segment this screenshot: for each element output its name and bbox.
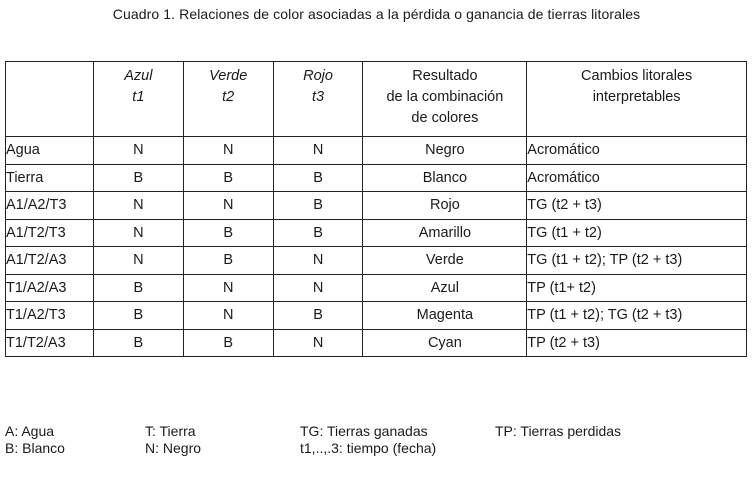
table-cell: N xyxy=(273,137,363,165)
table-cell: B xyxy=(93,274,183,302)
table-cell: A1/A2/T3 xyxy=(6,192,94,220)
table-row xyxy=(6,329,747,357)
table-cell: B xyxy=(183,329,273,357)
table-cell: TG (t2 + t3) xyxy=(527,192,747,220)
table-cell: Agua xyxy=(6,137,94,165)
legend-n: N: Negro xyxy=(145,440,202,456)
table-cell: B xyxy=(183,219,273,247)
table-cell: N xyxy=(93,137,183,165)
table-cell: Tierra xyxy=(6,164,94,192)
table-cell: B xyxy=(93,329,183,357)
table-cell: T1/A2/T3 xyxy=(6,302,94,330)
table-cell: N xyxy=(183,192,273,220)
table-cell: TG (t1 + t2); TP (t2 + t3) xyxy=(527,247,747,275)
legend-t123: t1,..,.3: tiempo (fecha) xyxy=(300,440,437,456)
table-cell: A1/T2/T3 xyxy=(6,219,94,247)
table-header-row xyxy=(6,62,747,137)
legend-tg: TG: Tierras ganadas xyxy=(300,423,428,439)
table-row xyxy=(6,247,747,275)
table-cell: TG (t1 + t2) xyxy=(527,219,747,247)
table-row xyxy=(6,219,747,247)
table-cell: N xyxy=(183,302,273,330)
table-row xyxy=(6,137,747,165)
table-cell: B xyxy=(93,164,183,192)
column-header-1 xyxy=(93,62,183,137)
table-cell: N xyxy=(93,192,183,220)
column-header-line: Verde xyxy=(209,68,248,84)
table-cell: B xyxy=(273,302,363,330)
column-header-0 xyxy=(6,62,94,137)
column-header-line: Azul xyxy=(124,68,153,84)
column-header-line: Cambios litorales xyxy=(581,68,693,84)
table-cell: B xyxy=(273,219,363,247)
color-relations-table xyxy=(5,61,747,357)
table-cell: B xyxy=(183,247,273,275)
legend-t: T: Tierra xyxy=(145,423,196,439)
table-cell: N xyxy=(273,329,363,357)
table-cell: Azul xyxy=(363,274,527,302)
table-cell: N xyxy=(273,247,363,275)
column-header-line: t3 xyxy=(312,89,325,105)
table-cell: Negro xyxy=(363,137,527,165)
table-cell: Acromático xyxy=(527,164,747,192)
column-header-5 xyxy=(527,62,747,137)
table-cell: T1/A2/A3 xyxy=(6,274,94,302)
table-cell: T1/T2/A3 xyxy=(6,329,94,357)
table-cell: B xyxy=(183,164,273,192)
table-body xyxy=(6,137,747,357)
table-row xyxy=(6,274,747,302)
table-cell: B xyxy=(273,192,363,220)
legend-tp: TP: Tierras perdidas xyxy=(495,423,622,439)
table-row xyxy=(6,164,747,192)
table-cell: N xyxy=(273,274,363,302)
column-header-2 xyxy=(183,62,273,137)
column-header-line: t2 xyxy=(222,89,235,105)
column-header-line: de colores xyxy=(411,110,479,126)
table-cell: N xyxy=(183,274,273,302)
table-cell: Rojo xyxy=(363,192,527,220)
legend-b: B: Blanco xyxy=(5,440,65,456)
table-row xyxy=(6,302,747,330)
table-cell: TP (t1 + t2); TG (t2 + t3) xyxy=(527,302,747,330)
table-cell: TP (t1+ t2) xyxy=(527,274,747,302)
column-header-line: Rojo xyxy=(303,68,333,84)
table-cell: Blanco xyxy=(363,164,527,192)
table-cell: N xyxy=(183,137,273,165)
column-header-line: de la combinación xyxy=(386,89,504,105)
table-cell: Verde xyxy=(363,247,527,275)
column-header-line: Resultado xyxy=(412,68,478,84)
table-cell: Magenta xyxy=(363,302,527,330)
table-cell: Acromático xyxy=(527,137,747,165)
table-cell: B xyxy=(93,302,183,330)
table-cell: N xyxy=(93,247,183,275)
table-cell: Cyan xyxy=(363,329,527,357)
table-caption: Cuadro 1. Relaciones de color asociadas a la pérdida o ganancia de tierras litorales xyxy=(112,6,641,22)
table-cell: B xyxy=(273,164,363,192)
column-header-3 xyxy=(273,62,363,137)
table-cell: TP (t2 + t3) xyxy=(527,329,747,357)
column-header-line: t1 xyxy=(132,89,145,105)
column-header-line: interpretables xyxy=(592,89,681,105)
table-row xyxy=(6,192,747,220)
table-cell: A1/T2/A3 xyxy=(6,247,94,275)
column-header-4 xyxy=(363,62,527,137)
legend-a: A: Agua xyxy=(5,423,55,439)
table-cell: N xyxy=(93,219,183,247)
table-cell: Amarillo xyxy=(363,219,527,247)
